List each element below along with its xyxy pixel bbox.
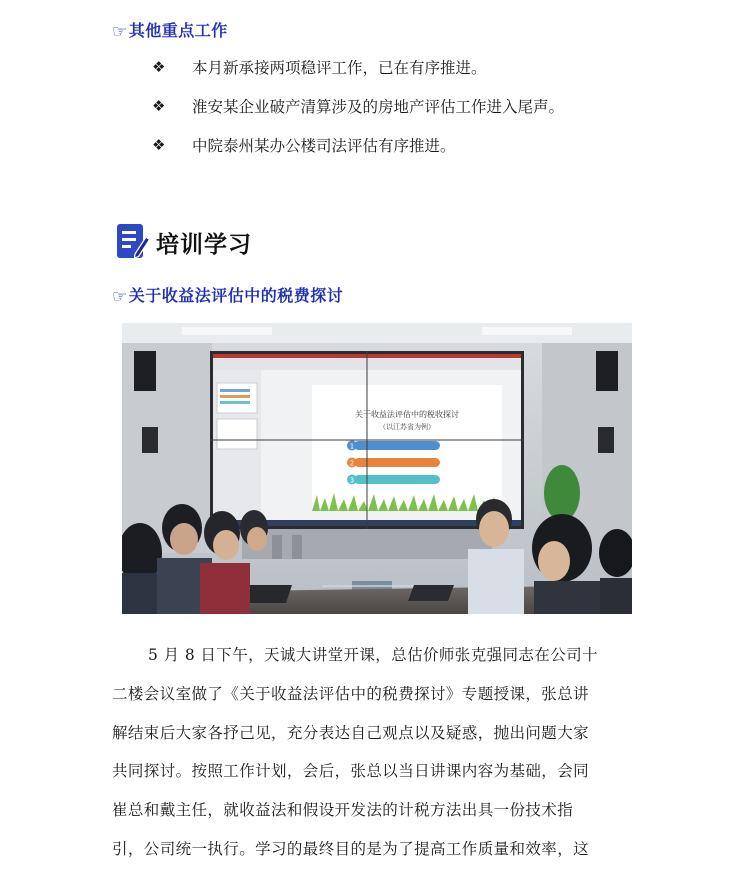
slide-number-2: 2	[349, 459, 355, 468]
meeting-photo	[122, 323, 632, 614]
list-item	[152, 55, 487, 79]
paragraph-line: 解结束后大家各抒己见，充分表达自己观点以及疑惑，抛出问题大家	[112, 723, 590, 742]
training-title	[116, 222, 252, 262]
diamond-bullet-icon: ❖	[152, 58, 166, 76]
other-work-heading	[112, 18, 228, 42]
training-heading-text: 关于收益法评估中的税费探讨	[128, 286, 344, 305]
training-paragraph	[112, 636, 634, 869]
list-item	[152, 133, 456, 157]
paragraph-line: 引，公司统一执行。学习的最终目的是为了提高工作质量和效率，这	[112, 839, 590, 858]
list-item-text: 中院泰州某办公楼司法评估有序推进。	[192, 137, 456, 155]
list-item-text: 淮安某企业破产清算涉及的房地产评估工作进入尾声。	[192, 98, 565, 116]
paragraph-line: 崔总和戴主任，就收益法和假设开发法的计税方法出具一份技术指	[112, 801, 574, 820]
diamond-bullet-icon: ❖	[152, 97, 166, 115]
paragraph-line: 5 月 8 日下午，天诚大讲堂开课，总估价师张克强同志在公司十	[148, 646, 598, 664]
paragraph-line: 共同探讨。按照工作计划，会后，张总以当日讲课内容为基础，会同	[112, 762, 590, 781]
pointing-hand-icon: ☞	[112, 22, 128, 42]
training-heading	[112, 283, 343, 307]
list-item-text: 本月新承接两项稳评工作，已在有序推进。	[192, 59, 487, 77]
slide-number-1: 1	[349, 442, 355, 451]
meeting-photo-image	[122, 323, 632, 614]
list-item	[152, 94, 564, 118]
pointing-hand-icon: ☞	[112, 287, 128, 307]
training-title-text: 培训学习	[156, 231, 252, 258]
diamond-bullet-icon: ❖	[152, 136, 166, 154]
document-edit-icon	[116, 223, 150, 261]
other-work-heading-text: 其他重点工作	[128, 21, 228, 40]
slide-title: 关于收益法评估中的税收探讨	[355, 410, 459, 419]
slide-subtitle: （以江苏省为例）	[379, 423, 435, 431]
paragraph-line: 二楼会议室做了《关于收益法评估中的税费探讨》专题授课，张总讲	[112, 684, 590, 703]
slide-number-3: 3	[349, 476, 355, 485]
